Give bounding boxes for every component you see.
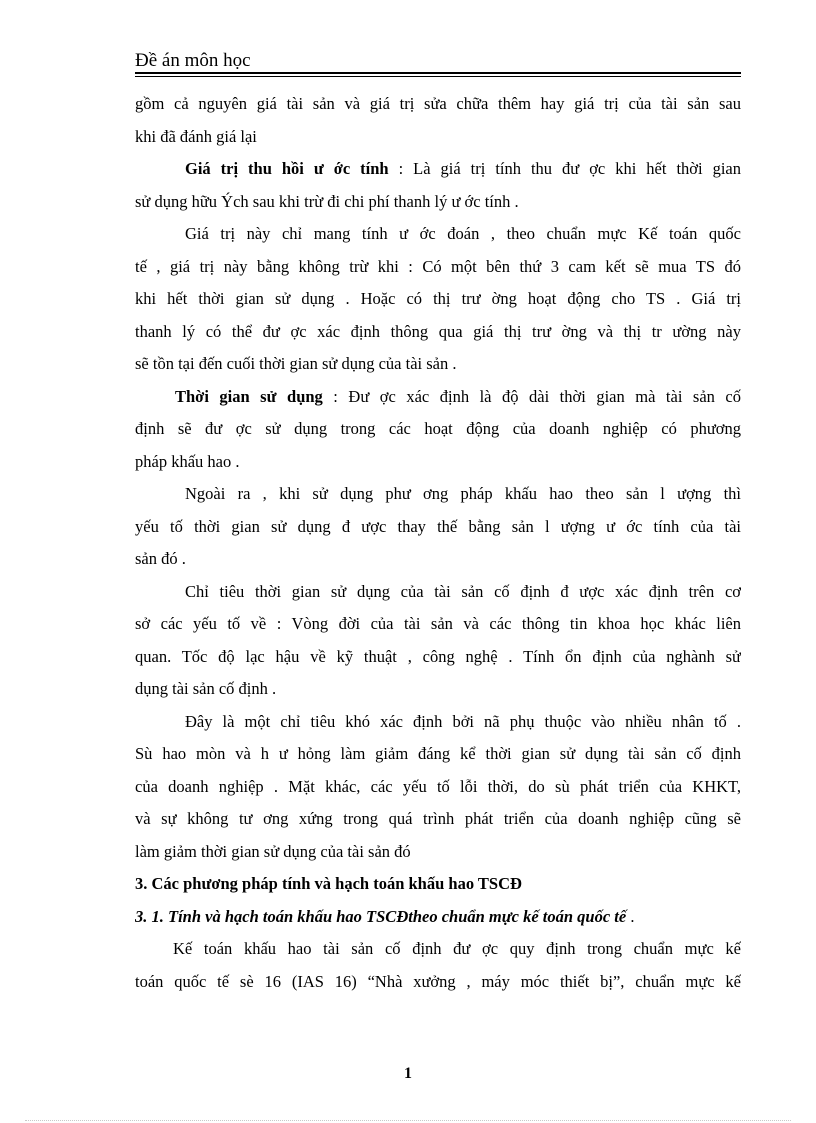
text-line: sử dụng hữu Ých sau khi trừ đi chi phí thanh lý ư ớc tính . [135, 191, 519, 211]
text-line: dụng tài sản cố định . [135, 679, 277, 698]
text-line: Kế toán khấu hao tài sản cố định đư ợc quy định trong chuẩn mực kế [173, 939, 741, 958]
text-line: Đây là một chỉ tiêu khó xác định bởi nã phụ thuộc vào nhiều nhân tố . [185, 711, 741, 731]
section-heading: 3. Các phương pháp tính và hạch toán khấu hao TSCĐ [135, 874, 522, 893]
text-line: Sù hao mòn và h ư hỏng làm giảm đáng kể thời gian sử dụng tài sản cố định [135, 744, 741, 763]
text-line: khi đã đánh giá lại [135, 126, 257, 146]
page-number: 1 [404, 1065, 412, 1082]
text-line: Chỉ tiêu thời gian sử dụng của tài sản cố định đ ược xác định trên cơ [185, 581, 741, 601]
text-line: khi hết thời gian sử dụng . Hoặc có thị trư ờng hoạt động cho TS . Giá trị [135, 289, 741, 308]
text-line: tế , giá trị này bằng không trừ khi : Có một bên thứ 3 cam kết sẽ mua TS đó [135, 256, 741, 276]
text-line: sở các yếu tố về : Vòng đời của tài sản và các thông tin khoa học khác liên [135, 614, 741, 633]
text-line: thanh lý có thể đư ợc xác định thông qua giá thị trư ờng và thị tr ường này [135, 321, 741, 341]
text-span: : Đư ợc xác định là độ dài thời gian mà tài sản cố [322, 386, 741, 406]
text-line: quan. Tốc độ lạc hậu về kỹ thuật , công nghệ . Tính ổn định của nghành sử [135, 646, 741, 666]
text-line: và sự không tư ơng xứng trong quá trình phát triển của doanh nghiệp cũng sẽ [135, 809, 741, 828]
text-line [135, 153, 741, 186]
term-bold: Giá trị thu hồi ư ớc tính [185, 159, 389, 178]
subsection-heading [135, 901, 741, 934]
text-line: sẽ tồn tại đến cuối thời gian sử dụng của tài sản . [135, 354, 457, 373]
text-line: Giá trị này chỉ mang tính ư ớc đoán , theo chuẩn mực Kế toán quốc [185, 224, 741, 243]
text-line [135, 381, 741, 414]
text-line: pháp khấu hao . [135, 451, 240, 471]
page-bottom-edge [25, 1120, 791, 1121]
subsection-title: 3. 1. Tính và hạch toán khấu hao TSCĐtheo chuẩn mực kế toán quốc tế [135, 906, 627, 926]
text-line: Ngoài ra , khi sử dụng phư ơng pháp khấu hao theo sản l ượng thì [185, 484, 741, 503]
text-span: : Là giá trị tính thu đư ợc khi hết thời gian [388, 159, 741, 178]
page-header [135, 50, 741, 72]
text-line: gồm cả nguyên giá tài sản và giá trị sửa chữa thêm hay giá trị của tài sản sau [135, 94, 741, 113]
text-line: sản đó . [135, 549, 186, 568]
header-title: Đề án môn học [135, 50, 251, 71]
text-line: yếu tố thời gian sử dụng đ ược thay thế bằng sản l ượng ư ớc tính của tài [135, 516, 741, 536]
term-bold: Thời gian sử dụng [175, 386, 323, 406]
header-rule-thick [135, 72, 741, 74]
text-line: định sẽ đư ợc sử dụng trong các hoạt động của doanh nghiệp có phương [135, 419, 741, 438]
text-line: làm giảm thời gian sử dụng của tài sản đó [135, 841, 411, 861]
text-line: của doanh nghiệp . Mặt khác, các yếu tố lỗi thời, do sù phát triển của KHKT, [135, 776, 741, 796]
header-rule-thin [135, 76, 741, 77]
subsection-tail: . [626, 906, 635, 926]
document-body [135, 88, 741, 998]
text-line: toán quốc tế sè 16 (IAS 16) “Nhà xưởng , máy móc thiết bị”, chuẩn mực kế [135, 971, 741, 991]
